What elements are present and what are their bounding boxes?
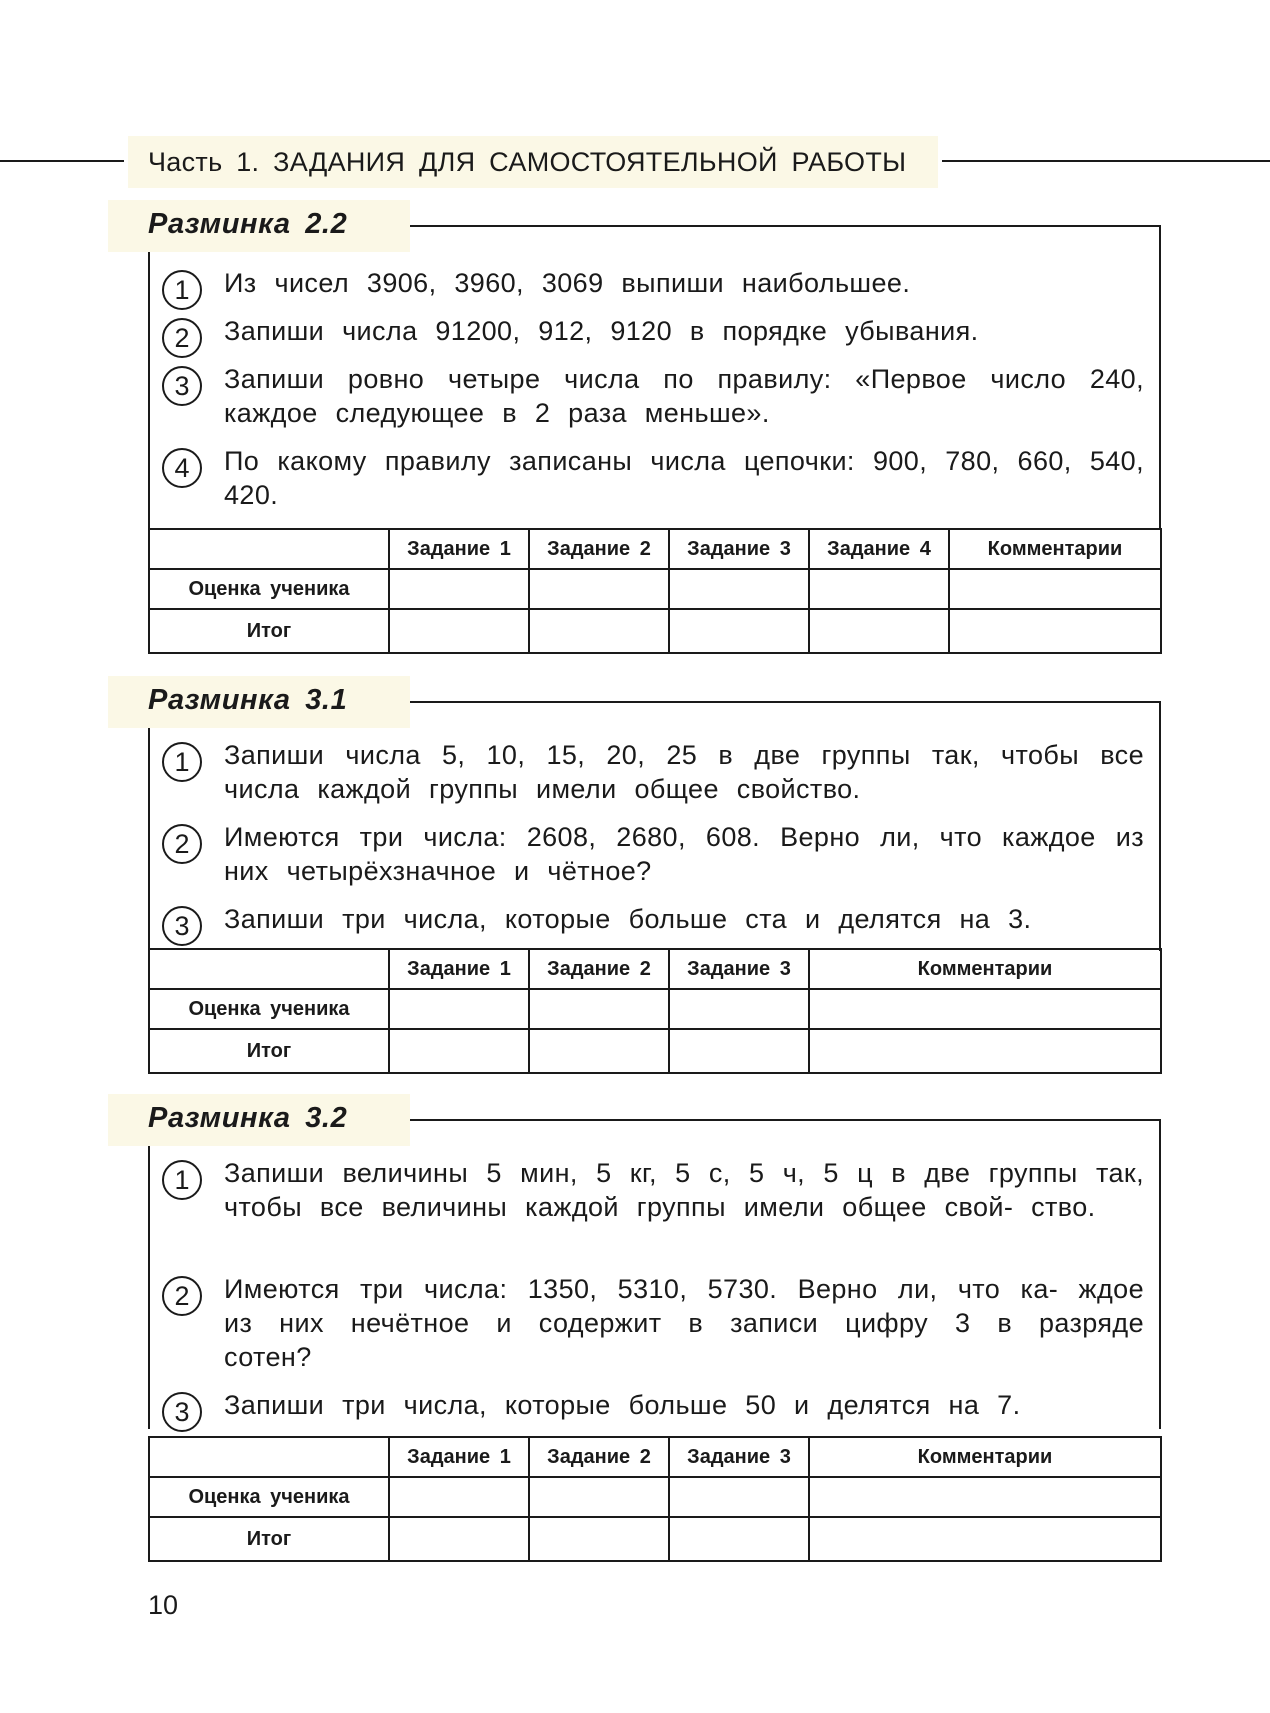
table-row-label: Оценка ученика <box>149 569 389 609</box>
table-row-label: Оценка ученика <box>149 1477 389 1517</box>
grade-cell[interactable] <box>529 989 669 1029</box>
section-title: Разминка 3.2 <box>148 1102 348 1134</box>
section-title: Разминка 3.1 <box>148 684 348 716</box>
table-header-cell: Задание 3 <box>669 949 809 989</box>
table-header-cell: Комментарии <box>809 1437 1161 1477</box>
grade-cell[interactable] <box>389 609 529 653</box>
task-text: Имеются три числа: 2608, 2680, 608. Верно ли, что каждое из них четырёхзначное и чётное? <box>224 822 1144 886</box>
task-number: 1 <box>162 742 202 782</box>
table-header-cell: Задание 4 <box>809 529 949 569</box>
section-title: Разминка 2.2 <box>148 208 348 240</box>
grade-cell[interactable] <box>529 569 669 609</box>
task-text: Запиши три числа, которые больше 50 и делятся на 7. <box>224 1390 1021 1420</box>
grade-cell[interactable] <box>669 609 809 653</box>
grade-cell[interactable] <box>669 1517 809 1561</box>
grade-cell[interactable] <box>809 569 949 609</box>
task-number: 3 <box>162 366 202 406</box>
table-header-cell <box>149 1437 389 1477</box>
table-row-label: Итог <box>149 1029 389 1073</box>
task-number: 2 <box>162 1276 202 1316</box>
comment-cell[interactable] <box>809 1517 1161 1561</box>
table-header-cell: Комментарии <box>949 529 1161 569</box>
comment-cell[interactable] <box>949 569 1161 609</box>
grade-cell[interactable] <box>809 609 949 653</box>
table-header-cell <box>149 949 389 989</box>
task-number: 3 <box>162 1392 202 1432</box>
table-row-label: Оценка ученика <box>149 989 389 1029</box>
table-header-cell: Задание 3 <box>669 529 809 569</box>
task-text: Запиши величины 5 мин, 5 кг, 5 с, 5 ч, 5 ц в две группы так, чтобы все величины каждой группы имели общее свой- ство. <box>224 1158 1144 1222</box>
page-header <box>128 136 938 188</box>
table-header-cell: Задание 1 <box>389 1437 529 1477</box>
grade-cell[interactable] <box>529 609 669 653</box>
table-row-label: Итог <box>149 609 389 653</box>
comment-cell[interactable] <box>809 1029 1161 1073</box>
grade-cell[interactable] <box>389 1029 529 1073</box>
comment-cell[interactable] <box>809 1477 1161 1517</box>
task-number: 1 <box>162 270 202 310</box>
task-text: Запиши ровно четыре числа по правилу: «Первое число 240, каждое следующее в 2 раза меньше». <box>224 364 1144 428</box>
grade-table <box>148 948 1162 1074</box>
table-row-label: Итог <box>149 1517 389 1561</box>
page-number: 10 <box>148 1590 179 1620</box>
task-text: Запиши числа 91200, 912, 9120 в порядке убывания. <box>224 316 979 346</box>
grade-cell[interactable] <box>669 1477 809 1517</box>
task-text: Из чисел 3906, 3960, 3069 выпиши наибольшее. <box>224 268 911 298</box>
table-header-cell: Задание 2 <box>529 1437 669 1477</box>
grade-cell[interactable] <box>389 1517 529 1561</box>
grade-cell[interactable] <box>389 1477 529 1517</box>
task-text: По какому правилу записаны числа цепочки: 900, 780, 660, 540, 420. <box>224 446 1144 510</box>
task-number: 2 <box>162 318 202 358</box>
grade-cell[interactable] <box>669 989 809 1029</box>
task-number: 3 <box>162 906 202 946</box>
table-header-cell: Задание 1 <box>389 529 529 569</box>
task-number: 1 <box>162 1160 202 1200</box>
task-text: Имеются три числа: 1350, 5310, 5730. Верно ли, что ка- ждое из них нечётное и содержит в записи цифру 3 в разряде сотен? <box>224 1274 1144 1372</box>
table-header-cell: Задание 2 <box>529 949 669 989</box>
table-header-cell: Комментарии <box>809 949 1161 989</box>
grade-cell[interactable] <box>529 1517 669 1561</box>
comment-cell[interactable] <box>809 989 1161 1029</box>
grade-cell[interactable] <box>389 569 529 609</box>
grade-table <box>148 528 1162 654</box>
header-rule-right <box>942 160 1270 162</box>
table-header-cell: Задание 1 <box>389 949 529 989</box>
grade-cell[interactable] <box>669 569 809 609</box>
grade-cell[interactable] <box>389 989 529 1029</box>
header-rule-left <box>0 160 124 162</box>
task-number: 4 <box>162 448 202 488</box>
grade-table <box>148 1436 1162 1562</box>
page-header-title: Часть 1. ЗАДАНИЯ ДЛЯ САМОСТОЯТЕЛЬНОЙ РАБОТЫ <box>148 147 907 177</box>
task-number: 2 <box>162 824 202 864</box>
task-text: Запиши три числа, которые больше ста и делятся на 3. <box>224 904 1032 934</box>
table-header-cell: Задание 3 <box>669 1437 809 1477</box>
table-header-cell <box>149 529 389 569</box>
grade-cell[interactable] <box>529 1477 669 1517</box>
table-header-cell: Задание 2 <box>529 529 669 569</box>
comment-cell[interactable] <box>949 609 1161 653</box>
grade-cell[interactable] <box>529 1029 669 1073</box>
task-text: Запиши числа 5, 10, 15, 20, 25 в две группы так, чтобы все числа каждой группы имели общее свойство. <box>224 740 1144 804</box>
grade-cell[interactable] <box>669 1029 809 1073</box>
